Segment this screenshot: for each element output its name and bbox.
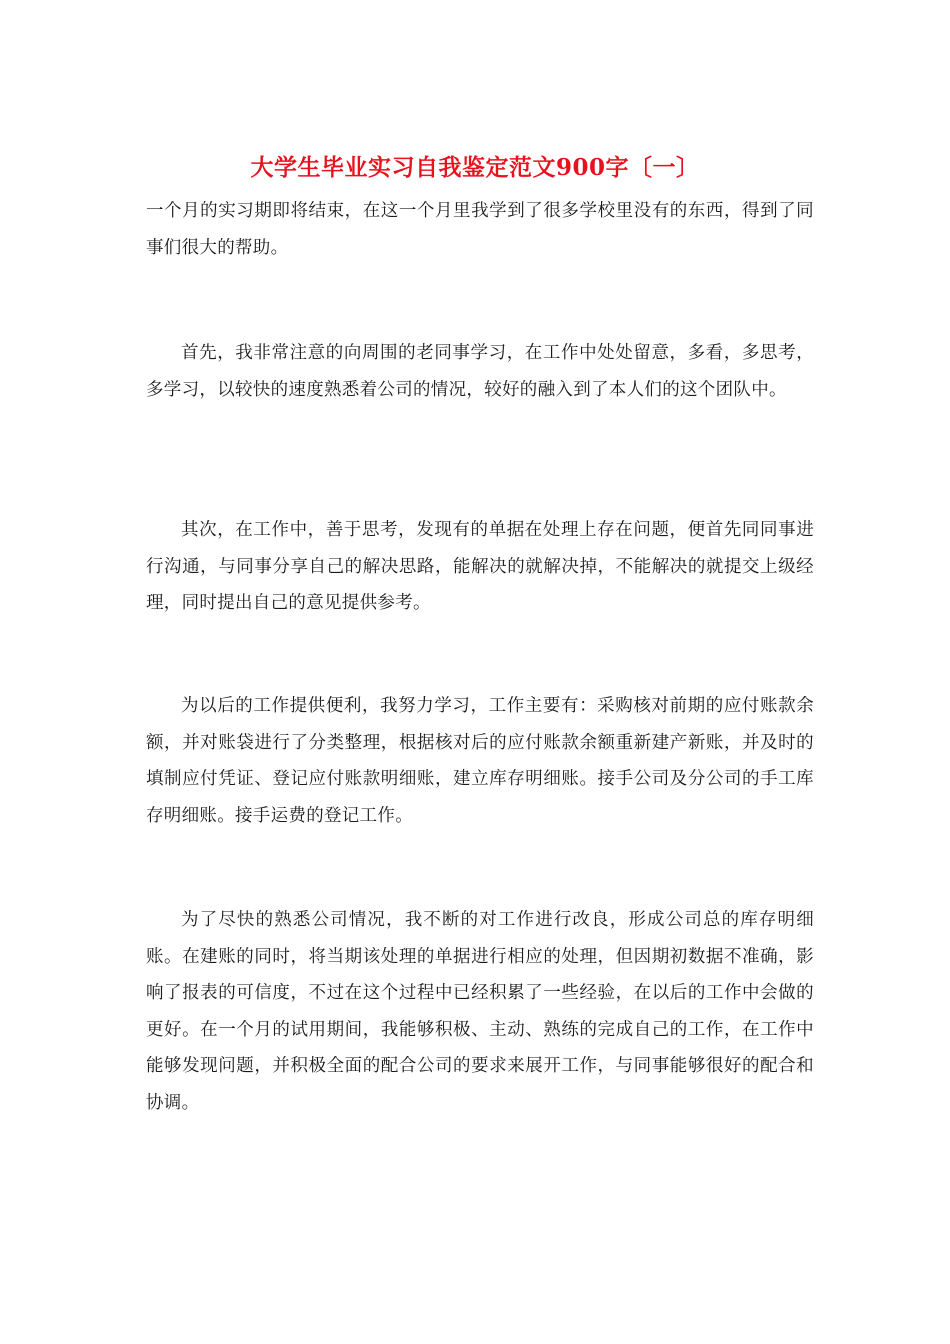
paragraph-4: 为以后的工作提供便利，我努力学习，工作主要有：采购核对前期的应付账款余额，并对账袋进行了分类整理，根据核对后的应付账款余额重新建产新账，并及时的填制应付凭证、登记应付账款明细账，建立库存明细账。接手公司及分公司的手工库存明细账。接手运费的登记工作。 xyxy=(146,696,814,826)
paragraph-2: 首先，我非常注意的向周围的老同事学习，在工作中处处留意，多看，多思考，多学习，以较快的速度熟悉着公司的情况，较好的融入到了本人们的这个团队中。 xyxy=(146,343,814,400)
document-title: 大学生毕业实习自我鉴定范文900字〔一〕 xyxy=(250,154,700,181)
paragraph-1: 一个月的实习期即将结束，在这一个月里我学到了很多学校里没有的东西，得到了同事们很大的帮助。 xyxy=(146,201,814,258)
paragraph-5: 为了尽快的熟悉公司情况，我不断的对工作进行改良，形成公司总的库存明细账。在建账的同时，将当期该处理的单据进行相应的处理，但因期初数据不准确，影响了报表的可信度，不过在这个过程中已经积累了一些经验，在以后的工作中会做的更好。在一个月的试用期间，我能够积极、主动、熟练的完成自己的工作，在工作中能够发现问题，并积极全面的配合公司的要求来展开工作，与同事能够很好的配合和协调。 xyxy=(146,910,814,1113)
paragraph-3: 其次，在工作中，善于思考，发现有的单据在处理上存在问题，便首先同同事进行沟通，与同事分享自己的解决思路，能解决的就解决掉，不能解决的就提交上级经理，同时提出自己的意见提供参考。 xyxy=(146,520,814,613)
